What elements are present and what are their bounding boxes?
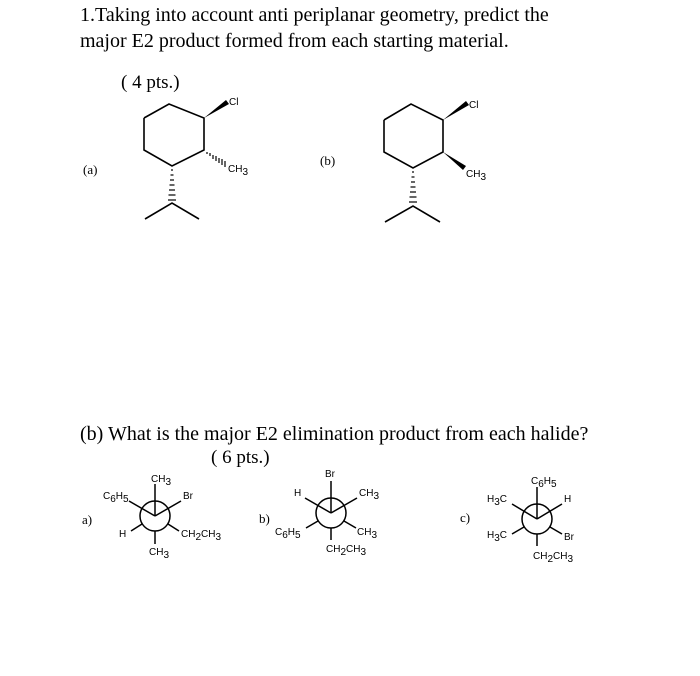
- newman-c-h3c-bottom: H3C: [487, 530, 508, 544]
- newman-a-ch2ch3: CH2CH3: [181, 529, 222, 543]
- newman-b-h: H: [294, 488, 302, 499]
- question-1-line-1: 1.Taking into account anti periplanar geometry, predict the: [80, 4, 549, 26]
- newman-projection-b: [305, 481, 357, 540]
- part-a-label: (a): [83, 162, 98, 177]
- cyclohexane-b: [384, 104, 443, 168]
- newman-projection-a: [129, 484, 181, 544]
- cl-wedge-bond-a: [204, 100, 229, 118]
- newman-a-br: Br: [183, 491, 193, 502]
- newman-c-ch2ch3: CH2CH3: [533, 551, 574, 565]
- question-2-points: ( 6 pts.): [211, 447, 270, 468]
- newman-c-label: c): [460, 510, 471, 525]
- newman-a-c6h5: C6H5: [103, 491, 129, 505]
- newman-b-ch3-bottom: CH3: [357, 527, 378, 541]
- question-1-line-2: major E2 product formed from each starting material.: [80, 30, 509, 52]
- newman-a-h: H: [119, 529, 127, 540]
- isopropyl-branch-a: [145, 203, 199, 219]
- question-2-text: (b) What is the major E2 elimination product from each halide?: [80, 423, 589, 445]
- cl-label-b: Cl: [469, 100, 479, 111]
- newman-b-c6h5: C6H5: [275, 527, 301, 541]
- newman-a-ch3-top: CH3: [151, 474, 172, 488]
- cl-label-a: Cl: [229, 97, 239, 108]
- ch3-wedge-bond-b: [443, 152, 466, 170]
- isopropyl-hash-b: [409, 172, 417, 202]
- newman-b-br: Br: [325, 469, 335, 480]
- newman-b-ch3-top: CH3: [359, 488, 380, 502]
- newman-c-br: Br: [564, 532, 574, 543]
- part-b-label: (b): [320, 153, 336, 168]
- ch3-hash-bond-a: [207, 152, 225, 167]
- newman-projection-c: [512, 487, 562, 546]
- ch3-label-b: CH3: [466, 169, 487, 183]
- newman-c-c6h5: C6H5: [531, 476, 557, 490]
- isopropyl-hash-a: [168, 170, 176, 200]
- newman-c-h3c-top: H3C: [487, 494, 508, 508]
- cyclohexane-a: [144, 104, 204, 166]
- newman-b-ch2ch3: CH2CH3: [326, 544, 367, 558]
- isopropyl-branch-b: [385, 206, 440, 222]
- question-1-points: ( 4 pts.): [121, 72, 180, 93]
- newman-a-label: a): [82, 512, 93, 527]
- newman-c-h: H: [564, 494, 572, 505]
- newman-a-ch3-bottom: CH3: [149, 547, 170, 561]
- cl-wedge-bond-b: [443, 101, 469, 120]
- ch3-label-a: CH3: [228, 164, 249, 178]
- newman-b-label: b): [259, 511, 270, 526]
